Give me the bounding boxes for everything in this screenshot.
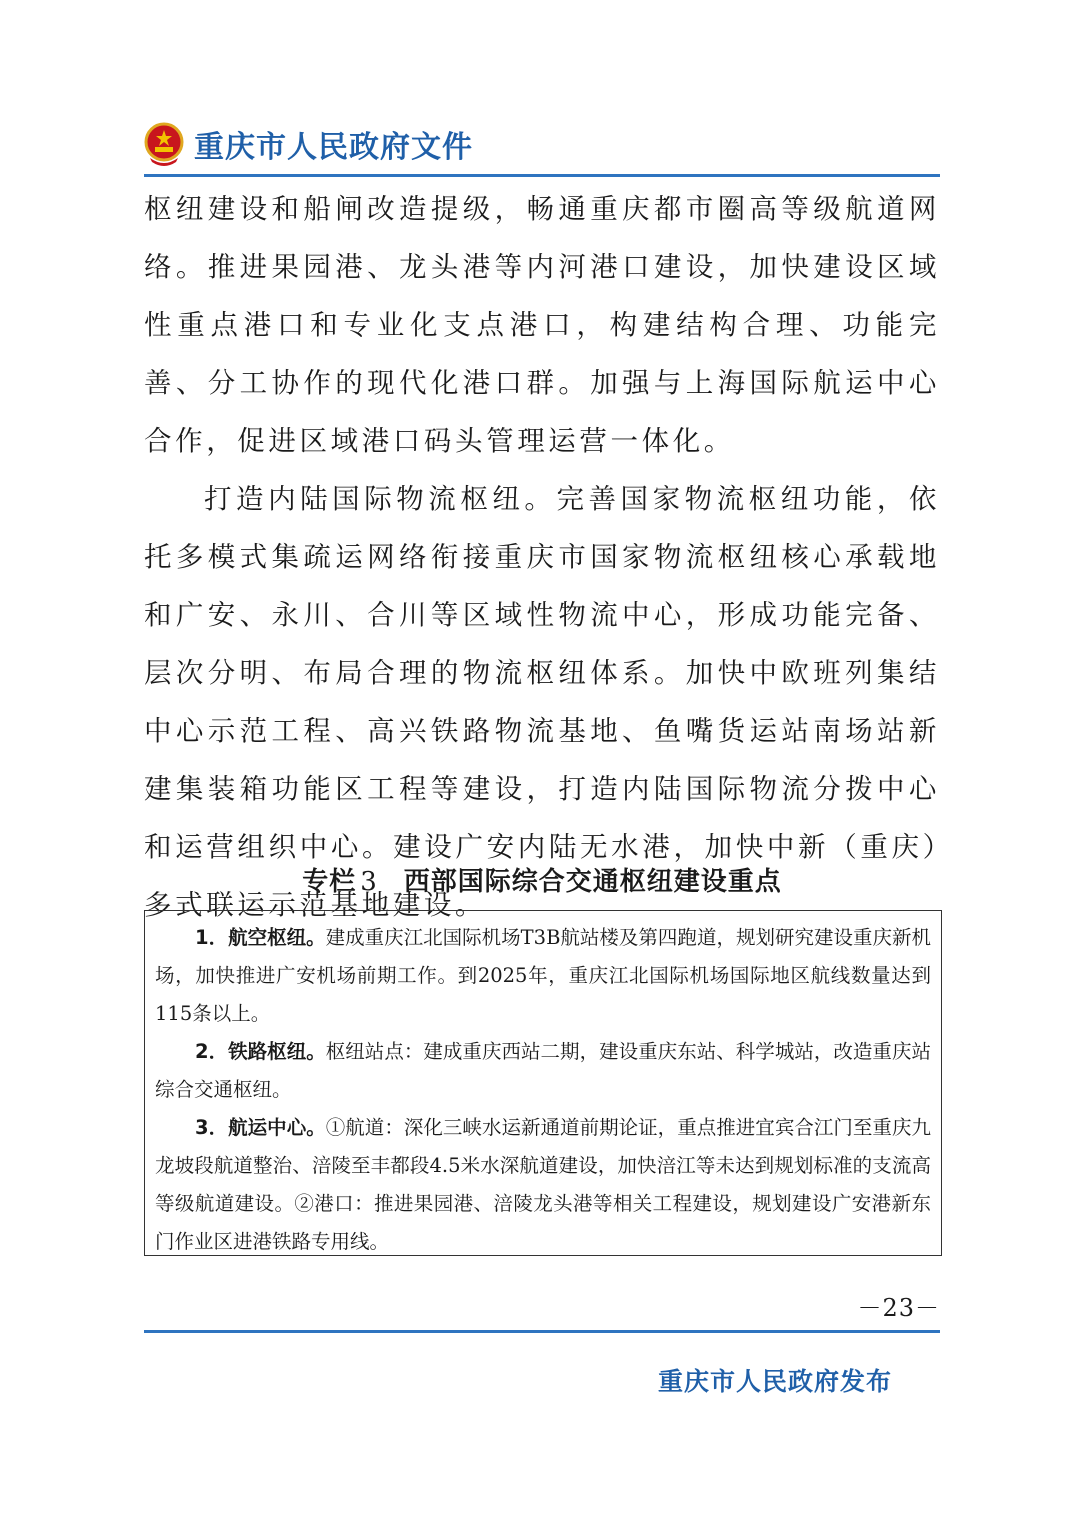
header-rule bbox=[144, 174, 940, 177]
box-item-2-text: 枢纽站点：建成重庆西站二期，建设重庆东站、科学城站，改造重庆站综合交通枢纽。 bbox=[155, 1040, 931, 1101]
box-item-1 bbox=[155, 919, 931, 1033]
box-title-prefix: 专栏 bbox=[302, 867, 357, 897]
paragraph-2: 打造内陆国际物流枢纽。完善国家物流枢纽功能，依托多模式集疏运网络衔接重庆市国家物流枢纽核心承载地和广安、永川、合川等区域性物流中心，形成功能完备、层次分明、布局合理的物流枢纽体系。加快中欧班列集结中心示范工程、高兴铁路物流基地、鱼嘴货运站南场站新建集装箱功能区工程等建设，打造内陆国际物流分拨中心和运营组织中心。建设广安内陆无水港，加快中新（重庆）多式联运示范基地建设。 bbox=[144, 483, 940, 921]
paragraph-1: 枢纽建设和船闸改造提级，畅通重庆都市圈高等级航道网络。推进果园港、龙头港等内河港口建设，加快建设区域性重点港口和专业化支点港口，构建结构合理、功能完善、分工协作的现代化港口群。加强与上海国际航运中心合作，促进区域港口码头管理运营一体化。 bbox=[144, 193, 940, 457]
document-header bbox=[144, 116, 473, 172]
footer-rule bbox=[144, 1330, 940, 1333]
body-text bbox=[144, 180, 940, 934]
box-title-text: 西部国际综合交通枢纽建设重点 bbox=[403, 867, 782, 897]
box-item-3-lead: 3．航运中心。 bbox=[195, 1116, 326, 1139]
box-item-1-text: 建成重庆江北国际机场T3B航站楼及第四跑道，规划研究建设重庆新机场，加快推进广安机场前期工作。到2025年，重庆江北国际机场国际地区航线数量达到115条以上。 bbox=[155, 926, 931, 1025]
box-item-3-text: ①航道：深化三峡水运新通道前期论证，重点推进宜宾合江门至重庆九龙坡段航道整治、涪陵至丰都段4.5米水深航道建设，加快涪江等未达到规划标准的支流高等级航道建设。②港口：推进果园港、涪陵龙头港等相关工程建设，规划建设广安港新东门作业区进港铁路专用线。 bbox=[155, 1116, 931, 1253]
box-title bbox=[144, 860, 940, 904]
box-title-number: 3 bbox=[360, 867, 378, 897]
national-emblem-icon bbox=[144, 122, 184, 166]
footer-publisher: 重庆市人民政府发布 bbox=[657, 1367, 892, 1396]
feature-box bbox=[144, 910, 942, 1256]
box-item-3 bbox=[155, 1109, 931, 1261]
box-item-2-lead: 2．铁路枢纽。 bbox=[195, 1040, 326, 1063]
header-title: 重庆市人民政府文件 bbox=[194, 130, 473, 165]
box-item-1-lead: 1．航空枢纽。 bbox=[195, 926, 326, 949]
box-item-2 bbox=[155, 1033, 931, 1109]
page-number: －23－ bbox=[857, 1294, 940, 1322]
